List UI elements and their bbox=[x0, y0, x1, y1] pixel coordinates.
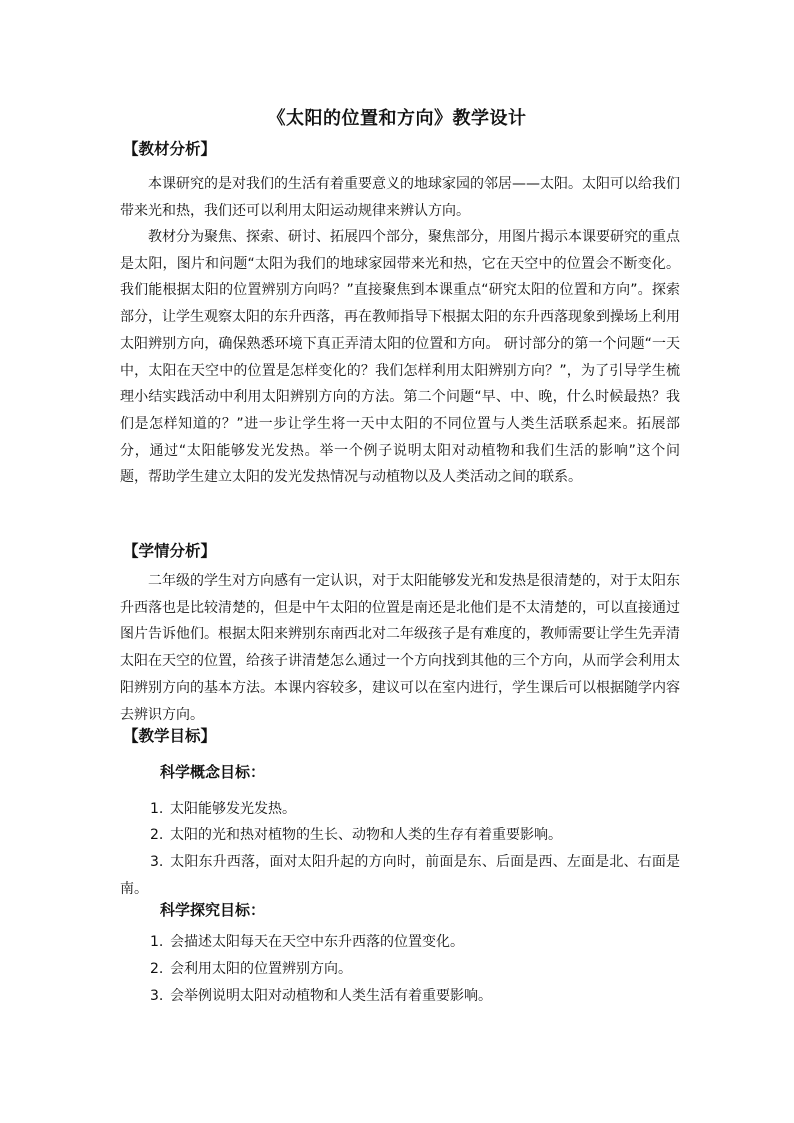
section-heading-teaching-goals: 【教学目标】 bbox=[123, 727, 217, 745]
goal-subheading-science-inquiry: 科学探究目标： bbox=[160, 901, 266, 919]
concept-goal-item bbox=[120, 796, 680, 823]
item-text: 会描述太阳每天在天空中东升西落的位置变化。 bbox=[170, 934, 464, 950]
textbook-analysis-paragraph-2: 教材分为聚焦、探索、研讨、拓展四个部分，聚焦部分，用图片揭示本课要研究的重点是太阳，图片和问题“太阳为我们的地球家园带来光和热，它在天空中的位置会不断变化。我们能根据太阳的位置辨别方向吗？”直接聚焦到本课重点“研究太阳的位置和方向”。探索部分，让学生观察太阳的东升西落，再在教师指导下根据太阳的东升西落现象到操场上利用太阳辨别方向，确保熟悉环境下真正弄清太阳的位置和方向。 研讨部分的第一个问题“一天中，太阳在天空中的位置是怎样变化的？我们怎样利用太阳辨别方向？”，为了引导学生梳理小结实践活动中利用太阳辨别方向的方法。第二个问题“早、中、晚，什么时候最热？我们是怎样知道的？”进一步让学生将一天中太阳的不同位置与人类生活联系起来。拓展部分，通过“太阳能够发光发热。举一个例子说明太阳对动植物和我们生活的影响”这个问题，帮助学生建立太阳的发光发热情况与动植物以及人类活动之间的联系。 bbox=[120, 229, 680, 486]
section-heading-learner-analysis: 【学情分析】 bbox=[123, 542, 217, 560]
item-text: 太阳的光和热对植物的生长、动物和人类的生存有着重要影响。 bbox=[170, 827, 562, 843]
item-number: 2. bbox=[150, 961, 164, 977]
concept-goal-item bbox=[120, 849, 680, 902]
item-text: 太阳能够发光发热。 bbox=[170, 801, 296, 817]
document-title: 《太阳的位置和方向》教学设计 bbox=[267, 108, 527, 129]
section-heading-textbook-analysis: 【教材分析】 bbox=[123, 140, 217, 158]
concept-goal-item bbox=[120, 822, 680, 849]
item-number: 1. bbox=[150, 934, 164, 950]
inquiry-goal-item bbox=[120, 983, 680, 1010]
item-number: 3. bbox=[150, 854, 164, 870]
inquiry-goal-item bbox=[120, 929, 680, 956]
inquiry-goal-item bbox=[120, 956, 680, 983]
item-text: 会举例说明太阳对动植物和人类生活有着重要影响。 bbox=[170, 988, 492, 1004]
item-number: 3. bbox=[150, 988, 164, 1004]
textbook-analysis-paragraph-1: 本课研究的是对我们的生活有着重要意义的地球家园的邻居——太阳。太阳可以给我们带来光和热，我们还可以利用太阳运动规律来辨认方向。 bbox=[120, 176, 680, 219]
item-text: 会利用太阳的位置辨别方向。 bbox=[170, 961, 352, 977]
item-number: 1. bbox=[150, 801, 164, 817]
item-text: 太阳东升西落，面对太阳升起的方向时，前面是东、后面是西、左面是北、右面是南。 bbox=[120, 854, 680, 897]
goal-subheading-science-concept: 科学概念目标： bbox=[160, 763, 266, 781]
item-number: 2. bbox=[150, 827, 164, 843]
learner-analysis-paragraph: 二年级的学生对方向感有一定认识，对于太阳能够发光和发热是很清楚的，对于太阳东升西落也是比较清楚的，但是中午太阳的位置是南还是北他们是不太清楚的，可以直接通过图片告诉他们。根据太阳来辨别东南西北对二年级孩子是有难度的，教师需要让学生先弄清太阳在天空的位置，给孩子讲清楚怎么通过一个方向找到其他的三个方向，从而学会利用太阳辨别方向的基本方法。本课内容较多，建议可以在室内进行，学生课后可以根据随学内容去辨识方向。 bbox=[120, 573, 680, 723]
